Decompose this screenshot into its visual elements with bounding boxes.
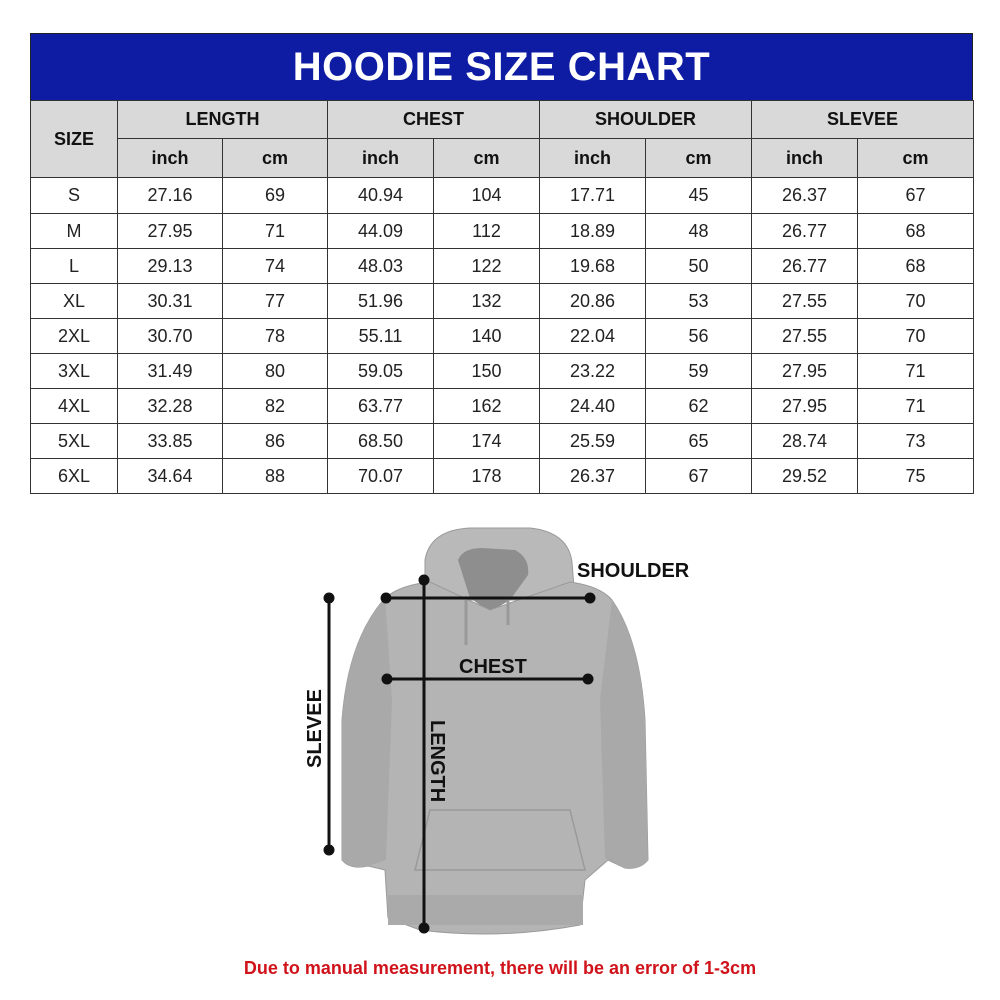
length-end-bottom bbox=[420, 924, 428, 932]
value-cell: 70 bbox=[858, 284, 974, 319]
value-cell: 74 bbox=[223, 249, 328, 284]
value-cell: 27.16 bbox=[118, 178, 223, 214]
unit-header: cm bbox=[223, 139, 328, 178]
value-cell: 75 bbox=[858, 459, 974, 494]
value-cell: 31.49 bbox=[118, 354, 223, 389]
right-sleeve bbox=[600, 600, 648, 868]
hoodie-illustration bbox=[300, 525, 700, 945]
value-cell: 67 bbox=[646, 459, 752, 494]
value-cell: 140 bbox=[434, 319, 540, 354]
value-cell: 122 bbox=[434, 249, 540, 284]
value-cell: 71 bbox=[858, 354, 974, 389]
hem-band bbox=[388, 895, 583, 925]
size-cell: 2XL bbox=[31, 319, 118, 354]
value-cell: 26.77 bbox=[752, 214, 858, 249]
value-cell: 50 bbox=[646, 249, 752, 284]
left-sleeve bbox=[342, 598, 392, 867]
unit-header: cm bbox=[434, 139, 540, 178]
unit-header: cm bbox=[646, 139, 752, 178]
value-cell: 150 bbox=[434, 354, 540, 389]
value-cell: 77 bbox=[223, 284, 328, 319]
value-cell: 30.70 bbox=[118, 319, 223, 354]
value-cell: 33.85 bbox=[118, 424, 223, 459]
value-cell: 174 bbox=[434, 424, 540, 459]
value-cell: 69 bbox=[223, 178, 328, 214]
value-cell: 29.52 bbox=[752, 459, 858, 494]
shoulder-header: SHOULDER bbox=[540, 101, 752, 139]
value-cell: 27.55 bbox=[752, 284, 858, 319]
value-cell: 70 bbox=[858, 319, 974, 354]
value-cell: 44.09 bbox=[328, 214, 434, 249]
value-cell: 78 bbox=[223, 319, 328, 354]
value-cell: 26.37 bbox=[752, 178, 858, 214]
value-cell: 68 bbox=[858, 249, 974, 284]
value-cell: 68 bbox=[858, 214, 974, 249]
value-cell: 17.71 bbox=[540, 178, 646, 214]
unit-header: inch bbox=[540, 139, 646, 178]
value-cell: 40.94 bbox=[328, 178, 434, 214]
size-cell: 5XL bbox=[31, 424, 118, 459]
value-cell: 63.77 bbox=[328, 389, 434, 424]
slevee-end-bottom bbox=[325, 846, 333, 854]
value-cell: 88 bbox=[223, 459, 328, 494]
length-end-top bbox=[420, 576, 428, 584]
value-cell: 18.89 bbox=[540, 214, 646, 249]
unit-header: cm bbox=[858, 139, 974, 178]
value-cell: 45 bbox=[646, 178, 752, 214]
value-cell: 104 bbox=[434, 178, 540, 214]
size-cell: L bbox=[31, 249, 118, 284]
value-cell: 59 bbox=[646, 354, 752, 389]
value-cell: 22.04 bbox=[540, 319, 646, 354]
value-cell: 32.28 bbox=[118, 389, 223, 424]
unit-header: inch bbox=[118, 139, 223, 178]
value-cell: 24.40 bbox=[540, 389, 646, 424]
size-cell: M bbox=[31, 214, 118, 249]
value-cell: 48 bbox=[646, 214, 752, 249]
value-cell: 71 bbox=[858, 389, 974, 424]
size-cell: 3XL bbox=[31, 354, 118, 389]
unit-header: inch bbox=[328, 139, 434, 178]
size-header: SIZE bbox=[31, 101, 118, 178]
size-cell: XL bbox=[31, 284, 118, 319]
value-cell: 62 bbox=[646, 389, 752, 424]
value-cell: 59.05 bbox=[328, 354, 434, 389]
value-cell: 27.95 bbox=[752, 354, 858, 389]
unit-header: inch bbox=[752, 139, 858, 178]
slevee-end-top bbox=[325, 594, 333, 602]
chest-header: CHEST bbox=[328, 101, 540, 139]
value-cell: 70.07 bbox=[328, 459, 434, 494]
shoulder-end-right bbox=[586, 594, 594, 602]
value-cell: 56 bbox=[646, 319, 752, 354]
value-cell: 27.95 bbox=[118, 214, 223, 249]
value-cell: 67 bbox=[858, 178, 974, 214]
slevee-label: SLEVEE bbox=[304, 689, 326, 768]
value-cell: 86 bbox=[223, 424, 328, 459]
size-cell: 4XL bbox=[31, 389, 118, 424]
measurement-note: Due to manual measurement, there will be an error of 1-3cm bbox=[243, 958, 757, 978]
value-cell: 29.13 bbox=[118, 249, 223, 284]
value-cell: 30.31 bbox=[118, 284, 223, 319]
value-cell: 71 bbox=[223, 214, 328, 249]
value-cell: 20.86 bbox=[540, 284, 646, 319]
value-cell: 178 bbox=[434, 459, 540, 494]
value-cell: 80 bbox=[223, 354, 328, 389]
value-cell: 51.96 bbox=[328, 284, 434, 319]
value-cell: 82 bbox=[223, 389, 328, 424]
size-cell: S bbox=[31, 178, 118, 214]
value-cell: 53 bbox=[646, 284, 752, 319]
value-cell: 28.74 bbox=[752, 424, 858, 459]
value-cell: 132 bbox=[434, 284, 540, 319]
shoulder-label: SHOULDER bbox=[577, 560, 690, 582]
value-cell: 34.64 bbox=[118, 459, 223, 494]
value-cell: 27.55 bbox=[752, 319, 858, 354]
value-cell: 26.37 bbox=[540, 459, 646, 494]
value-cell: 112 bbox=[434, 214, 540, 249]
value-cell: 48.03 bbox=[328, 249, 434, 284]
value-cell: 65 bbox=[646, 424, 752, 459]
value-cell: 55.11 bbox=[328, 319, 434, 354]
value-cell: 162 bbox=[434, 389, 540, 424]
slevee-header: SLEVEE bbox=[752, 101, 974, 139]
length-header: LENGTH bbox=[118, 101, 328, 139]
value-cell: 27.95 bbox=[752, 389, 858, 424]
chart-title: HOODIE SIZE CHART bbox=[30, 33, 973, 101]
length-label: LENGTH bbox=[426, 720, 448, 803]
chest-end-left bbox=[383, 675, 391, 683]
value-cell: 23.22 bbox=[540, 354, 646, 389]
value-cell: 25.59 bbox=[540, 424, 646, 459]
value-cell: 19.68 bbox=[540, 249, 646, 284]
value-cell: 68.50 bbox=[328, 424, 434, 459]
value-cell: 26.77 bbox=[752, 249, 858, 284]
size-cell: 6XL bbox=[31, 459, 118, 494]
shoulder-end-left bbox=[382, 594, 390, 602]
chest-label: CHEST bbox=[459, 656, 527, 678]
chest-end-right bbox=[584, 675, 592, 683]
value-cell: 73 bbox=[858, 424, 974, 459]
